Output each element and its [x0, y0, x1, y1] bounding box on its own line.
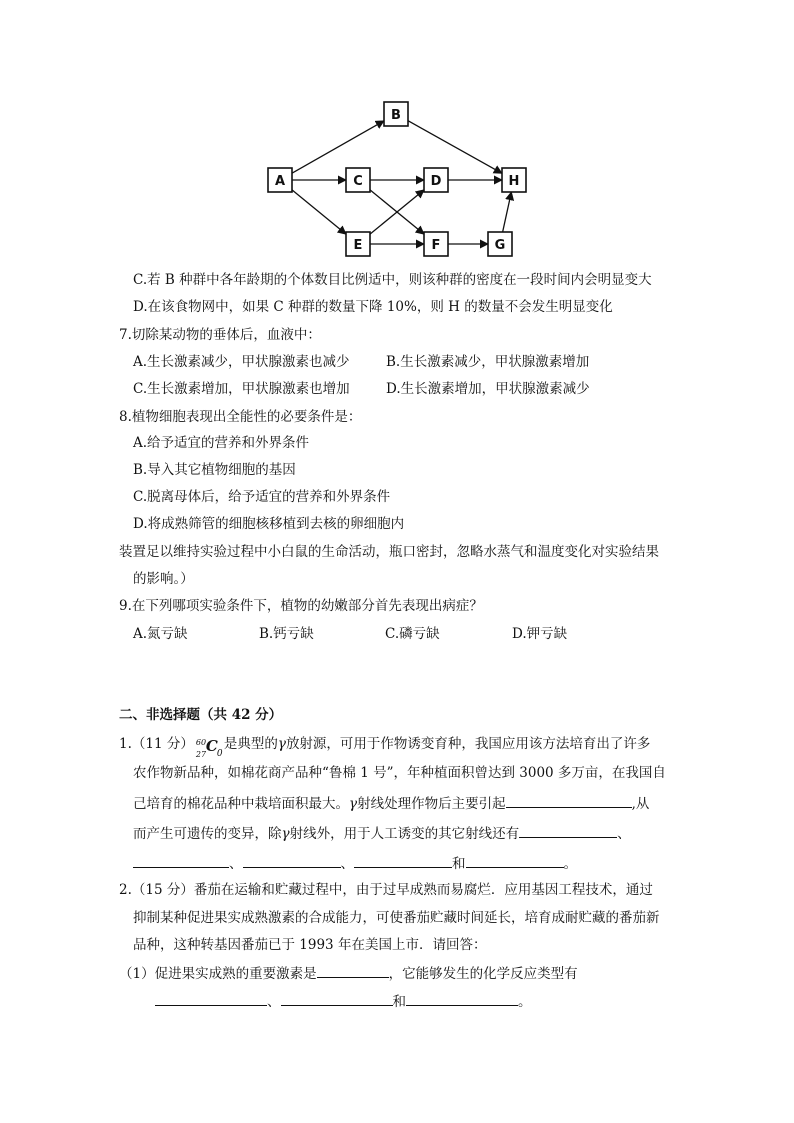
node-label-E: E: [353, 238, 363, 253]
node-label-D: D: [430, 174, 442, 189]
q7-option-a: A.生长激素减少，甲状腺激素也减少: [133, 354, 350, 370]
node-label-A: A: [274, 174, 286, 189]
node-A: [268, 168, 292, 192]
q9-stem: 9.在下列哪项实验条件下，植物的幼嫩部分首先表现出病症？: [119, 598, 483, 614]
q9-option-d: D.钾亏缺: [512, 626, 568, 642]
answer-blank-2[interactable]: [519, 823, 617, 838]
period: 。: [563, 856, 577, 872]
gamma-symbol: γ: [281, 826, 290, 842]
q8-stem: 8.植物细胞表现出全能性的必要条件是：: [119, 409, 362, 425]
p2-sub-1-b: ，它能够发生的化学反应类型有: [388, 966, 578, 982]
node-E: [346, 232, 370, 256]
cobalt-isotope-symbol: [194, 736, 224, 759]
isotope-element: C: [205, 736, 218, 755]
answer-blank-8[interactable]: [155, 991, 267, 1006]
and-word: 和: [392, 994, 406, 1010]
and-word: 和: [452, 856, 466, 872]
p1-line-3-c: ,从: [631, 796, 650, 812]
p1-line-4-b: 射线外，用于人工诱变的其它射线还有: [289, 826, 520, 842]
edge-G-to-H: [503, 192, 512, 232]
p1-line-3-b: 射线处理作物后主要引起: [357, 796, 506, 812]
p1-text-1: 是典型的: [223, 736, 278, 752]
node-B: [384, 102, 408, 126]
p1-line-3-a: 己培育的棉花品种中栽培面积最大。: [133, 796, 349, 812]
q8-option-a: A.给予适宜的营养和外界条件: [133, 435, 310, 451]
p2-sub-1: [119, 963, 578, 983]
q9-option-a: A.氮亏缺: [133, 626, 188, 642]
period: 。: [518, 994, 532, 1010]
p1-text-2: 放射源，可用于作物诱变育种，我国应用该方法培育出了许多: [285, 736, 651, 752]
note-line-2: 的影响。）: [133, 571, 194, 587]
answer-blank-10[interactable]: [406, 991, 518, 1006]
node-label-C: C: [353, 174, 363, 189]
node-D: [424, 168, 448, 192]
p1-line-1: [119, 735, 651, 759]
q9-option-b: B.钙亏缺: [259, 626, 314, 642]
edge-A-to-E: [292, 190, 346, 234]
p2-line-2: 抑制某种促进果实成熟激素的合成能力，可使番茄贮藏时间延长，培育成耐贮藏的番茄新: [133, 910, 660, 926]
separator: 、: [267, 994, 281, 1010]
section-2-title: 二、非选择题（共 42 分）: [119, 707, 283, 723]
answer-blank-3[interactable]: [133, 853, 229, 868]
separator: 、: [617, 826, 631, 842]
q7-stem: 7.切除某动物的垂体后，血液中：: [119, 327, 321, 343]
p1-line-2: 农作物新品种，如棉花商产品种“鲁棉 1 号”，年种植面积曾达到 3000 多万亩，在我国自: [133, 765, 666, 781]
edge-B-to-H: [408, 121, 502, 174]
p1-line-4-a: 而产生可遗传的变异，除: [133, 826, 282, 842]
p2-line-3: 品种，这种转基因番茄已于 1993 年在美国上市．请回答：: [133, 937, 487, 953]
separator: 、: [229, 856, 243, 872]
p2-sub-1-line-2: [155, 991, 532, 1011]
q6-option-d: D.在该食物网中，如果 C 种群的数量下降 10%，则 H 的数量不会发生明显变化: [133, 299, 613, 315]
q7-option-d: D.生长激素增加，甲状腺激素减少: [386, 381, 590, 397]
node-H: [502, 168, 526, 192]
answer-blank-6[interactable]: [466, 853, 564, 868]
isotope-mass-number: 60: [195, 737, 207, 747]
node-F: [424, 232, 448, 256]
answer-blank-5[interactable]: [354, 853, 452, 868]
p2-sub-1-a: （1）促进果实成熟的重要激素是: [119, 966, 317, 982]
p1-prefix: 1.（11 分）: [119, 736, 194, 752]
q8-option-b: B.导入其它植物细胞的基因: [133, 462, 296, 478]
q7-option-c: C.生长激素增加，甲状腺激素也增加: [133, 381, 350, 397]
node-label-H: H: [508, 174, 520, 189]
gamma-symbol: γ: [277, 736, 286, 752]
node-label-B: B: [391, 108, 401, 123]
node-label-F: F: [431, 238, 441, 253]
q6-option-c: C.若 B 种群中各年龄期的个体数目比例适中，则该种群的密度在一段时间内会明显变大: [133, 272, 652, 288]
node-label-G: G: [494, 238, 506, 253]
answer-blank-7[interactable]: [317, 963, 389, 978]
diagram-nodes: [268, 102, 526, 256]
answer-blank-9[interactable]: [281, 991, 393, 1006]
p1-line-4: [133, 823, 631, 843]
edge-A-to-B: [292, 121, 384, 173]
food-web-diagram: [262, 96, 532, 260]
answer-blank-1[interactable]: [506, 793, 632, 808]
gamma-symbol: γ: [349, 796, 358, 812]
node-C: [346, 168, 370, 192]
node-G: [488, 232, 512, 256]
p2-line-1: 2.（15 分）番茄在运输和贮藏过程中，由于过早成熟而易腐烂．应用基因工程技术，通过: [119, 882, 653, 898]
diagram-edges: [292, 121, 511, 244]
answer-blank-4[interactable]: [243, 853, 341, 868]
q8-option-c: C.脱离母体后，给予适宜的营养和外界条件: [133, 489, 391, 505]
p1-line-3: [133, 793, 649, 813]
separator: 、: [340, 856, 354, 872]
note-line-1: 装置足以维持实验过程中小白鼠的生命活动，瓶口密封，忽略水蒸气和温度变化对实验结果: [119, 544, 659, 560]
isotope-subscript: 0: [216, 748, 223, 759]
q9-option-c: C.磷亏缺: [385, 626, 440, 642]
p1-line-5: [133, 853, 577, 873]
q7-option-b: B.生长激素减少，甲状腺激素增加: [386, 354, 590, 370]
isotope-atomic-number: 27: [195, 749, 207, 759]
q8-option-d: D.将成熟筛管的细胞核移植到去核的卵细胞内: [133, 516, 405, 532]
